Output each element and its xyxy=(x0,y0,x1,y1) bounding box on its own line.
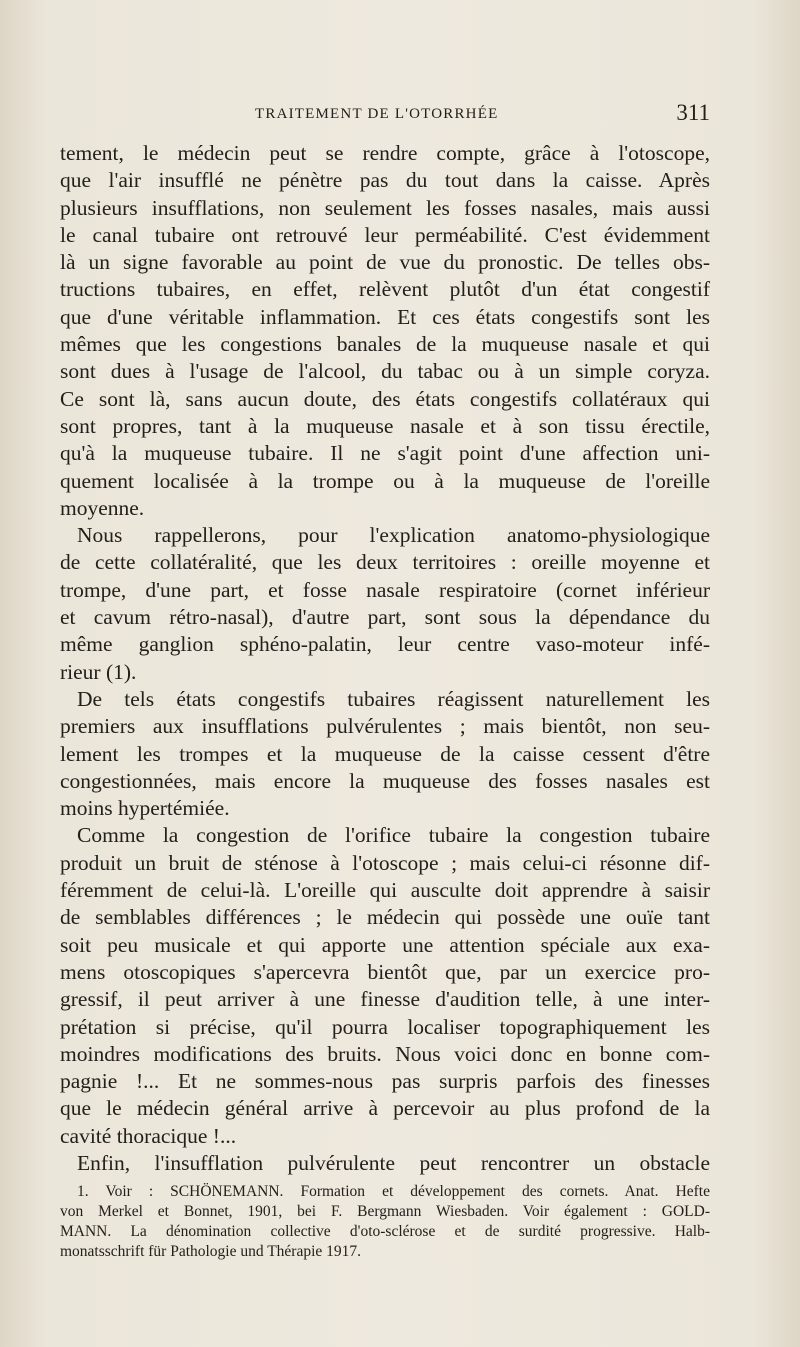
text-line: que le médecin général arrive à percevoir au plus profond de la xyxy=(60,1096,710,1121)
text-line: cavité thoracique !... xyxy=(60,1123,237,1148)
footnote-line: von Merkel et Bonnet, 1901, bei F. Bergmann Wiesbaden. Voir également : GOLD- xyxy=(60,1203,710,1220)
text-line: De tels états congestifs tubaires réagissent naturellement les xyxy=(77,686,710,711)
text-line: rieur (1). xyxy=(60,659,137,684)
text-line: moyenne. xyxy=(60,495,145,520)
text-line: là un signe favorable au point de vue du pronostic. De telles obs- xyxy=(60,250,710,275)
text-line: mens otoscopiques s'apercevra bientôt que, par un exercice pro- xyxy=(60,959,710,984)
footnotes xyxy=(60,1182,710,1262)
text-line: quement localisée à la trompe ou à la muqueuse de l'oreille xyxy=(60,468,710,493)
text-line: lement les trompes et la muqueuse de la caisse cessent d'être xyxy=(60,741,710,766)
running-title: TRAITEMENT DE L'OTORRHÉE xyxy=(255,106,499,122)
text-line: moindres modifications des bruits. Nous voici donc en bonne com- xyxy=(60,1041,710,1066)
text-line: sont dues à l'usage de l'alcool, du tabac ou à un simple coryza. xyxy=(60,359,710,384)
text-line: gressif, il peut arriver à une finesse d'audition telle, à une inter- xyxy=(60,987,710,1012)
text-line: premiers aux insufflations pulvérulentes ; mais bientôt, non seu- xyxy=(60,714,710,739)
text-line: moins hypertémiée. xyxy=(60,796,230,821)
text-line: produit un bruit de sténose à l'otoscope ; mais celui-ci résonne dif- xyxy=(60,850,710,875)
text-line: Nous rappellerons, pour l'explication anatomo-physiologique xyxy=(77,523,710,548)
footnote-line: 1. Voir : SCHÖNEMANN. Formation et développement des cornets. Anat. Hefte xyxy=(77,1183,710,1200)
page-number: 311 xyxy=(676,100,710,125)
text-line: plusieurs insufflations, non seulement les fosses nasales, mais aussi xyxy=(60,195,710,220)
text-line: le canal tubaire ont retrouvé leur perméabilité. C'est évidemment xyxy=(60,222,710,247)
text-line: de cette collatéralité, que les deux territoires : oreille moyenne et xyxy=(60,550,710,575)
text-line: Enfin, l'insufflation pulvérulente peut rencontrer un obstacle xyxy=(77,1150,710,1175)
text-line: Ce sont là, sans aucun doute, des états congestifs collatéraux qui xyxy=(60,386,710,411)
text-line: même ganglion sphéno-palatin, leur centre vaso-moteur infé- xyxy=(60,632,710,657)
text-line: Comme la congestion de l'orifice tubaire la congestion tubaire xyxy=(77,823,710,848)
text-line: que d'une véritable inflammation. Et ces états congestifs sont les xyxy=(60,304,710,329)
text-line: soit peu musicale et qui apporte une attention spéciale aux exa- xyxy=(60,932,710,957)
text-line: et cavum rétro-nasal), d'autre part, sont sous la dépendance du xyxy=(60,605,710,630)
text-line: pagnie !... Et ne sommes-nous pas surpris parfois des finesses xyxy=(60,1069,710,1094)
page-header xyxy=(60,100,710,130)
text-line: trompe, d'une part, et fosse nasale respiratoire (cornet inférieur xyxy=(60,577,710,602)
footnote-line: monatsschrift für Pathologie und Thérapie 1917. xyxy=(60,1243,362,1260)
text-line: tement, le médecin peut se rendre compte, grâce à l'otoscope, xyxy=(60,141,710,165)
text-line: congestionnées, mais encore la muqueuse des fosses nasales est xyxy=(60,768,710,793)
footnote-line: MANN. La dénomination collective d'oto-sclérose et de surdité progressive. Halb- xyxy=(60,1223,710,1240)
text-line: prétation si précise, qu'il pourra localiser topographiquement les xyxy=(60,1014,710,1039)
text-line: féremment de celui-là. L'oreille qui ausculte doit apprendre à saisir xyxy=(60,878,710,903)
text-line: sont propres, tant à la muqueuse nasale et à son tissu érectile, xyxy=(60,413,710,438)
body-text xyxy=(60,140,710,1177)
text-line: mêmes que les congestions banales de la muqueuse nasale et qui xyxy=(60,332,710,357)
text-line: de semblables différences ; le médecin qui possède une ouïe tant xyxy=(60,905,710,930)
text-line: que l'air insufflé ne pénètre pas du tout dans la caisse. Après xyxy=(60,168,710,193)
text-line: tructions tubaires, en effet, relèvent plutôt d'un état congestif xyxy=(60,277,710,302)
text-line: qu'à la muqueuse tubaire. Il ne s'agit point d'une affection uni- xyxy=(60,441,710,466)
